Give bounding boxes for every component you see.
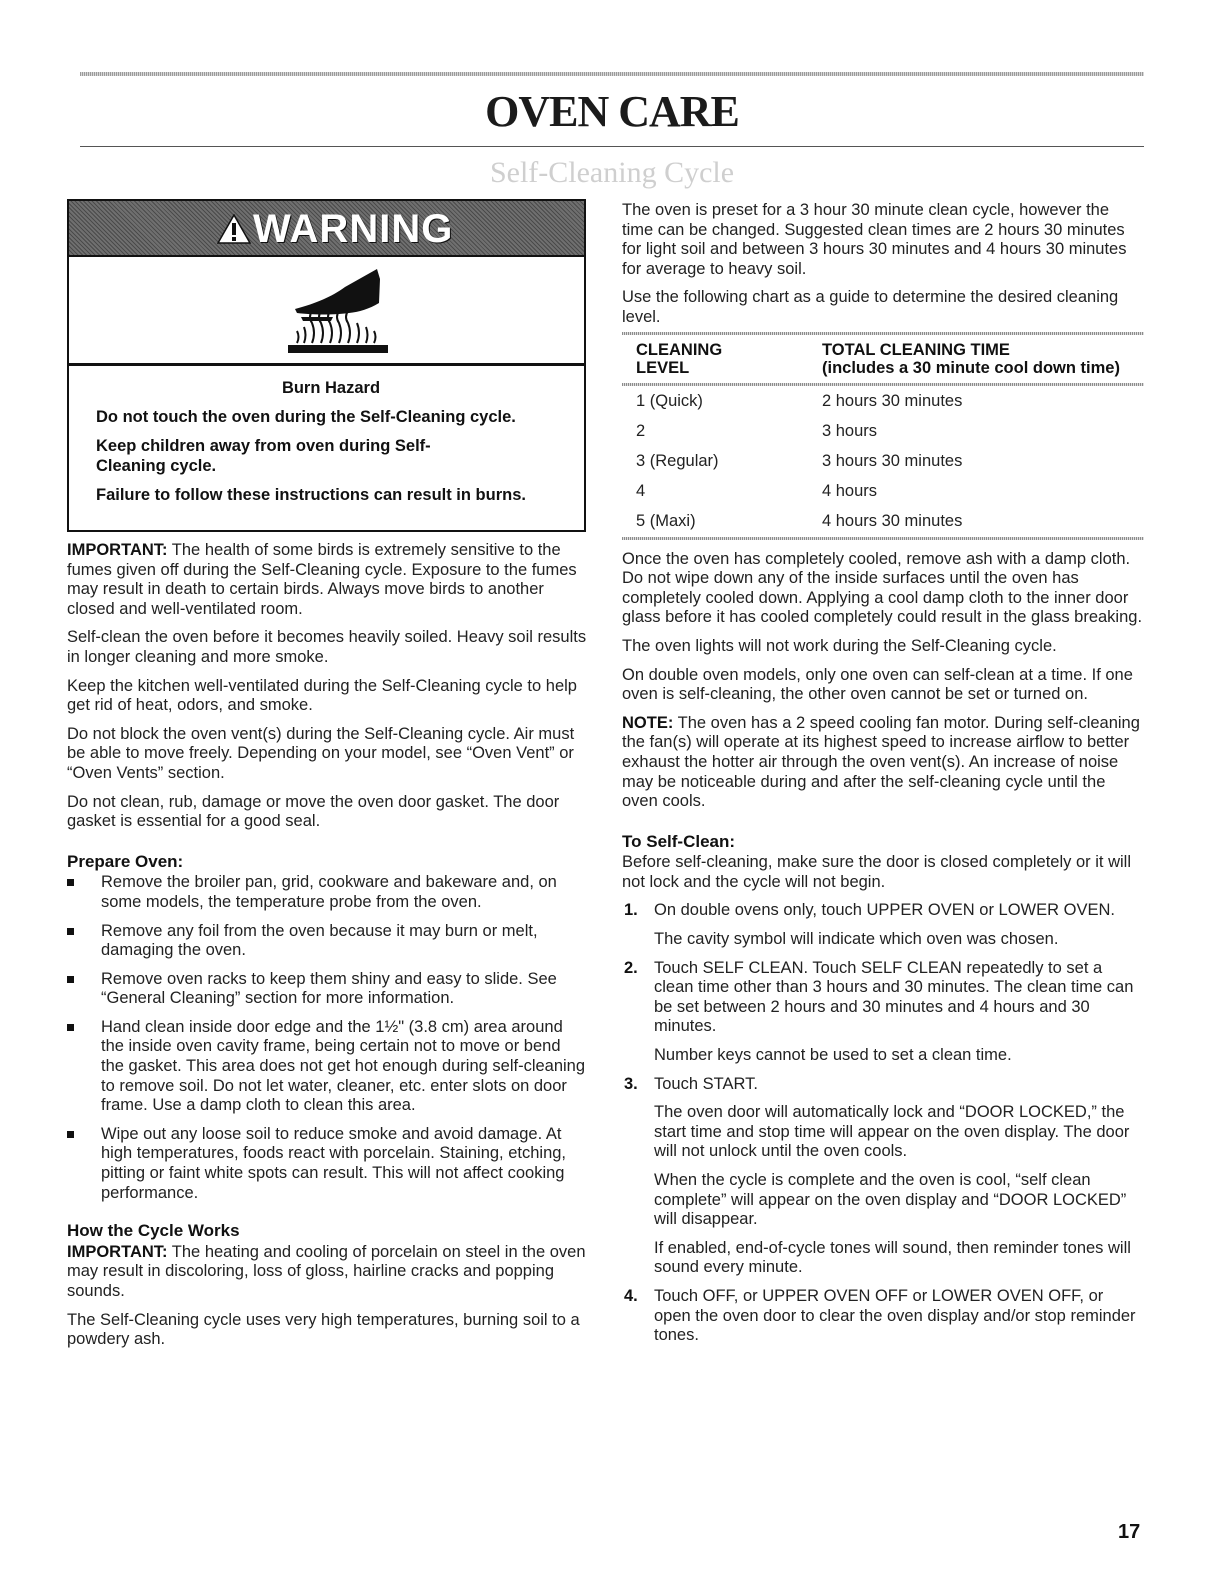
step-item — [622, 901, 1144, 949]
left-column — [67, 541, 587, 1359]
to-self-clean-heading: To Self-Clean: — [622, 831, 736, 851]
table-header-rule — [622, 383, 1144, 386]
table-cell-time: 2 hours 30 minutes — [822, 391, 963, 410]
prepare-oven-heading: Prepare Oven: — [67, 851, 184, 871]
table-cell-time: 3 hours — [822, 421, 878, 440]
step-note: Number keys cannot be used to set a clean time. — [654, 1046, 1012, 1065]
list-item — [67, 922, 587, 961]
step-text: Touch SELF CLEAN. Touch SELF CLEAN repeatedly to set a clean time other than 3 hours and 30 minutes. The clean time can be set between 2 hours and 30 minutes and 4 hours and 30 minutes. — [654, 958, 1134, 1036]
list-item-text: Wipe out any loose soil to reduce smoke and avoid damage. At high temperatures, foods react with porcelain. Staining, etching, pitting or faint white spots can result. This will not affect cooking performance. — [101, 1124, 567, 1202]
bullet-icon — [67, 1024, 74, 1031]
paragraph: Keep the kitchen well-ventilated during the Self-Cleaning cycle to help get rid of heat, odors, and smoke. — [67, 676, 577, 715]
note-text: The oven has a 2 speed cooling fan motor. During self-cleaning the fan(s) will operate at its highest speed to increase airflow to better exhaust the hotter air through the oven vent(s). An increase of noise may be noticeable during and after the self-cleaning cycle until the oven cools. — [622, 713, 1140, 811]
paragraph: Once the oven has completely cooled, remove ash with a damp cloth. Do not wipe down any of the inside surfaces until the oven has completely cooled down. Applying a cool damp cloth to the inner door glass before it has cooled completely could result in the glass breaking. — [622, 549, 1143, 627]
warning-line: Do not touch the oven during the Self-Cleaning cycle. — [96, 407, 516, 426]
chart-intro-paragraph: Use the following chart as a guide to determine the desired cleaning level. — [622, 288, 1119, 326]
warning-title — [217, 207, 453, 252]
step-text: Touch OFF, or UPPER OVEN OFF or LOWER OVEN OFF, or open the oven door to clear the oven display and/or stop reminder tones. — [654, 1286, 1136, 1345]
bullet-icon — [67, 976, 74, 983]
table-header-row — [622, 335, 1144, 383]
note-paragraph — [622, 714, 1144, 812]
table-cell-level: 5 (Maxi) — [636, 511, 696, 530]
how-important-paragraph — [67, 1243, 587, 1302]
table-cell-level: 3 (Regular) — [636, 451, 719, 470]
table-row — [622, 447, 1144, 477]
prepare-oven-list — [67, 873, 587, 1203]
burn-hazard-icon — [69, 257, 584, 363]
header-text: LEVEL — [636, 358, 690, 377]
page-number: 17 — [1118, 1521, 1141, 1543]
step-item — [622, 1075, 1144, 1278]
how-cycle-works-heading: How the Cycle Works — [67, 1221, 240, 1241]
bullet-icon — [67, 879, 74, 886]
bullet-icon — [67, 928, 74, 935]
list-item — [67, 970, 587, 1009]
bullet-icon — [67, 1131, 74, 1138]
cleaning-level-table — [622, 335, 1144, 383]
warning-title-text: WARNING — [253, 207, 454, 251]
paragraph: Do not clean, rub, damage or move the oven door gasket. The door gasket is essential for a good seal. — [67, 792, 560, 831]
list-item-text: Remove any foil from the oven because it may burn or melt, damaging the oven. — [101, 921, 538, 960]
note-label: NOTE: — [622, 713, 674, 732]
list-item — [67, 1018, 587, 1116]
list-item-text: Hand clean inside door edge and the 1½" (3.8 cm) area around the inside oven cavity frame, being certain not to move or bend the gasket. This area does not get hot enough during self-cleaning to remove soil. Do not let water, cleaner, etc. enter slots on door frame. Use a damp cloth to clean this area. — [101, 1017, 586, 1115]
warning-header-bar — [69, 201, 584, 257]
important-birds-paragraph — [67, 541, 587, 619]
section-subtitle: Self-Cleaning Cycle — [489, 156, 735, 189]
step-item — [622, 959, 1144, 1066]
top-dotted-rule — [80, 72, 1144, 76]
header-text: CLEANING — [636, 340, 723, 359]
warning-divider — [69, 363, 584, 366]
header-text: TOTAL CLEANING TIME — [822, 340, 1010, 359]
header-text: (includes a 30 minute cool down time) — [822, 358, 1120, 377]
warning-box — [67, 199, 586, 532]
self-clean-steps — [622, 901, 1144, 1345]
right-column — [622, 201, 1144, 1355]
hazard-name: Burn Hazard — [281, 379, 381, 397]
step-note: When the cycle is complete and the oven is cool, “self clean complete” will appear on the oven display and “DOOR LOCKED” will disappear. — [654, 1171, 1127, 1229]
important-label: IMPORTANT: — [67, 1242, 168, 1261]
table-row — [622, 507, 1144, 537]
table-cell-level: 2 — [636, 421, 646, 440]
step-item — [622, 1287, 1144, 1346]
cleaning-level-table-body — [622, 387, 1144, 537]
important-text: The heating and cooling of porcelain on steel in the oven may result in discoloring, loss of gloss, hairline cracks and popping sounds. — [67, 1242, 586, 1300]
self-clean-intro: Before self-cleaning, make sure the door is closed completely or it will not lock and the cycle will not begin. — [622, 853, 1131, 891]
title-rule — [80, 146, 1144, 147]
step-text: On double ovens only, touch UPPER OVEN or LOWER OVEN. — [654, 901, 1115, 920]
table-header-time — [822, 335, 1144, 383]
page-title: OVEN CARE — [485, 87, 739, 136]
table-header-level — [622, 335, 822, 383]
important-text: The health of some birds is extremely sensitive to the fumes given off during the Self-Cleaning cycle. Exposure to the fumes may result in death to certain birds. Always move birds to another closed and well-ventilated room. — [67, 541, 577, 618]
list-item-text: Remove the broiler pan, grid, cookware and bakeware and, on some models, the temperature probe from the oven. — [101, 873, 557, 911]
warning-text — [96, 379, 566, 516]
step-note: If enabled, end-of-cycle tones will sound, then reminder tones will sound every minute. — [654, 1238, 1131, 1277]
list-item-text: Remove oven racks to keep them shiny and easy to slide. See “General Cleaning” section for more information. — [101, 969, 557, 1008]
step-number: 1. — [624, 901, 638, 920]
table-bottom-rule — [622, 537, 1144, 540]
table-cell-level: 1 (Quick) — [636, 391, 703, 410]
intro-paragraph: The oven is preset for a 3 hour 30 minute clean cycle, however the time can be changed. Suggested clean times are 2 hours 30 minutes for light soil and between 3 hours 30 minutes and 4 hours 30 minutes for average to heavy soil. — [622, 201, 1127, 278]
warning-line: Failure to follow these instructions can result in burns. — [96, 486, 526, 505]
paragraph: The oven lights will not work during the Self-Cleaning cycle. — [622, 636, 1057, 655]
table-cell-time: 4 hours — [822, 481, 878, 500]
paragraph: Self-clean the oven before it becomes heavily soiled. Heavy soil results in longer cleaning and more smoke. — [67, 628, 587, 666]
table-cell-level: 4 — [636, 481, 646, 500]
paragraph: The Self-Cleaning cycle uses very high temperatures, burning soil to a powdery ash. — [67, 1310, 580, 1349]
step-number: 2. — [624, 958, 638, 977]
table-row — [622, 387, 1144, 417]
step-note: The cavity symbol will indicate which oven was chosen. — [654, 930, 1059, 949]
table-cell-time: 4 hours 30 minutes — [822, 511, 963, 530]
list-item — [67, 873, 587, 912]
important-label: IMPORTANT: — [67, 541, 168, 559]
paragraph: On double oven models, only one oven can self-clean at a time. If one oven is self-cleaning, the other oven cannot be set or turned on. — [622, 665, 1133, 704]
warning-line: Keep children away from oven during Self-Cleaning cycle. — [96, 437, 431, 475]
table-row — [622, 477, 1144, 507]
paragraph: Do not block the oven vent(s) during the Self-Cleaning cycle. Air must be able to move freely. Depending on your model, see “Oven Vent” or “Oven Vents” section. — [67, 724, 575, 782]
step-text: Touch START. — [654, 1074, 758, 1093]
list-item — [67, 1125, 587, 1203]
table-cell-time: 3 hours 30 minutes — [822, 451, 963, 470]
step-number: 4. — [624, 1286, 638, 1305]
alert-triangle-icon — [217, 214, 251, 244]
table-row — [622, 417, 1144, 447]
step-number: 3. — [624, 1074, 638, 1093]
step-note: The oven door will automatically lock and “DOOR LOCKED,” the start time and stop time will appear on the oven display. The door will not unlock until the oven cools. — [654, 1103, 1130, 1161]
